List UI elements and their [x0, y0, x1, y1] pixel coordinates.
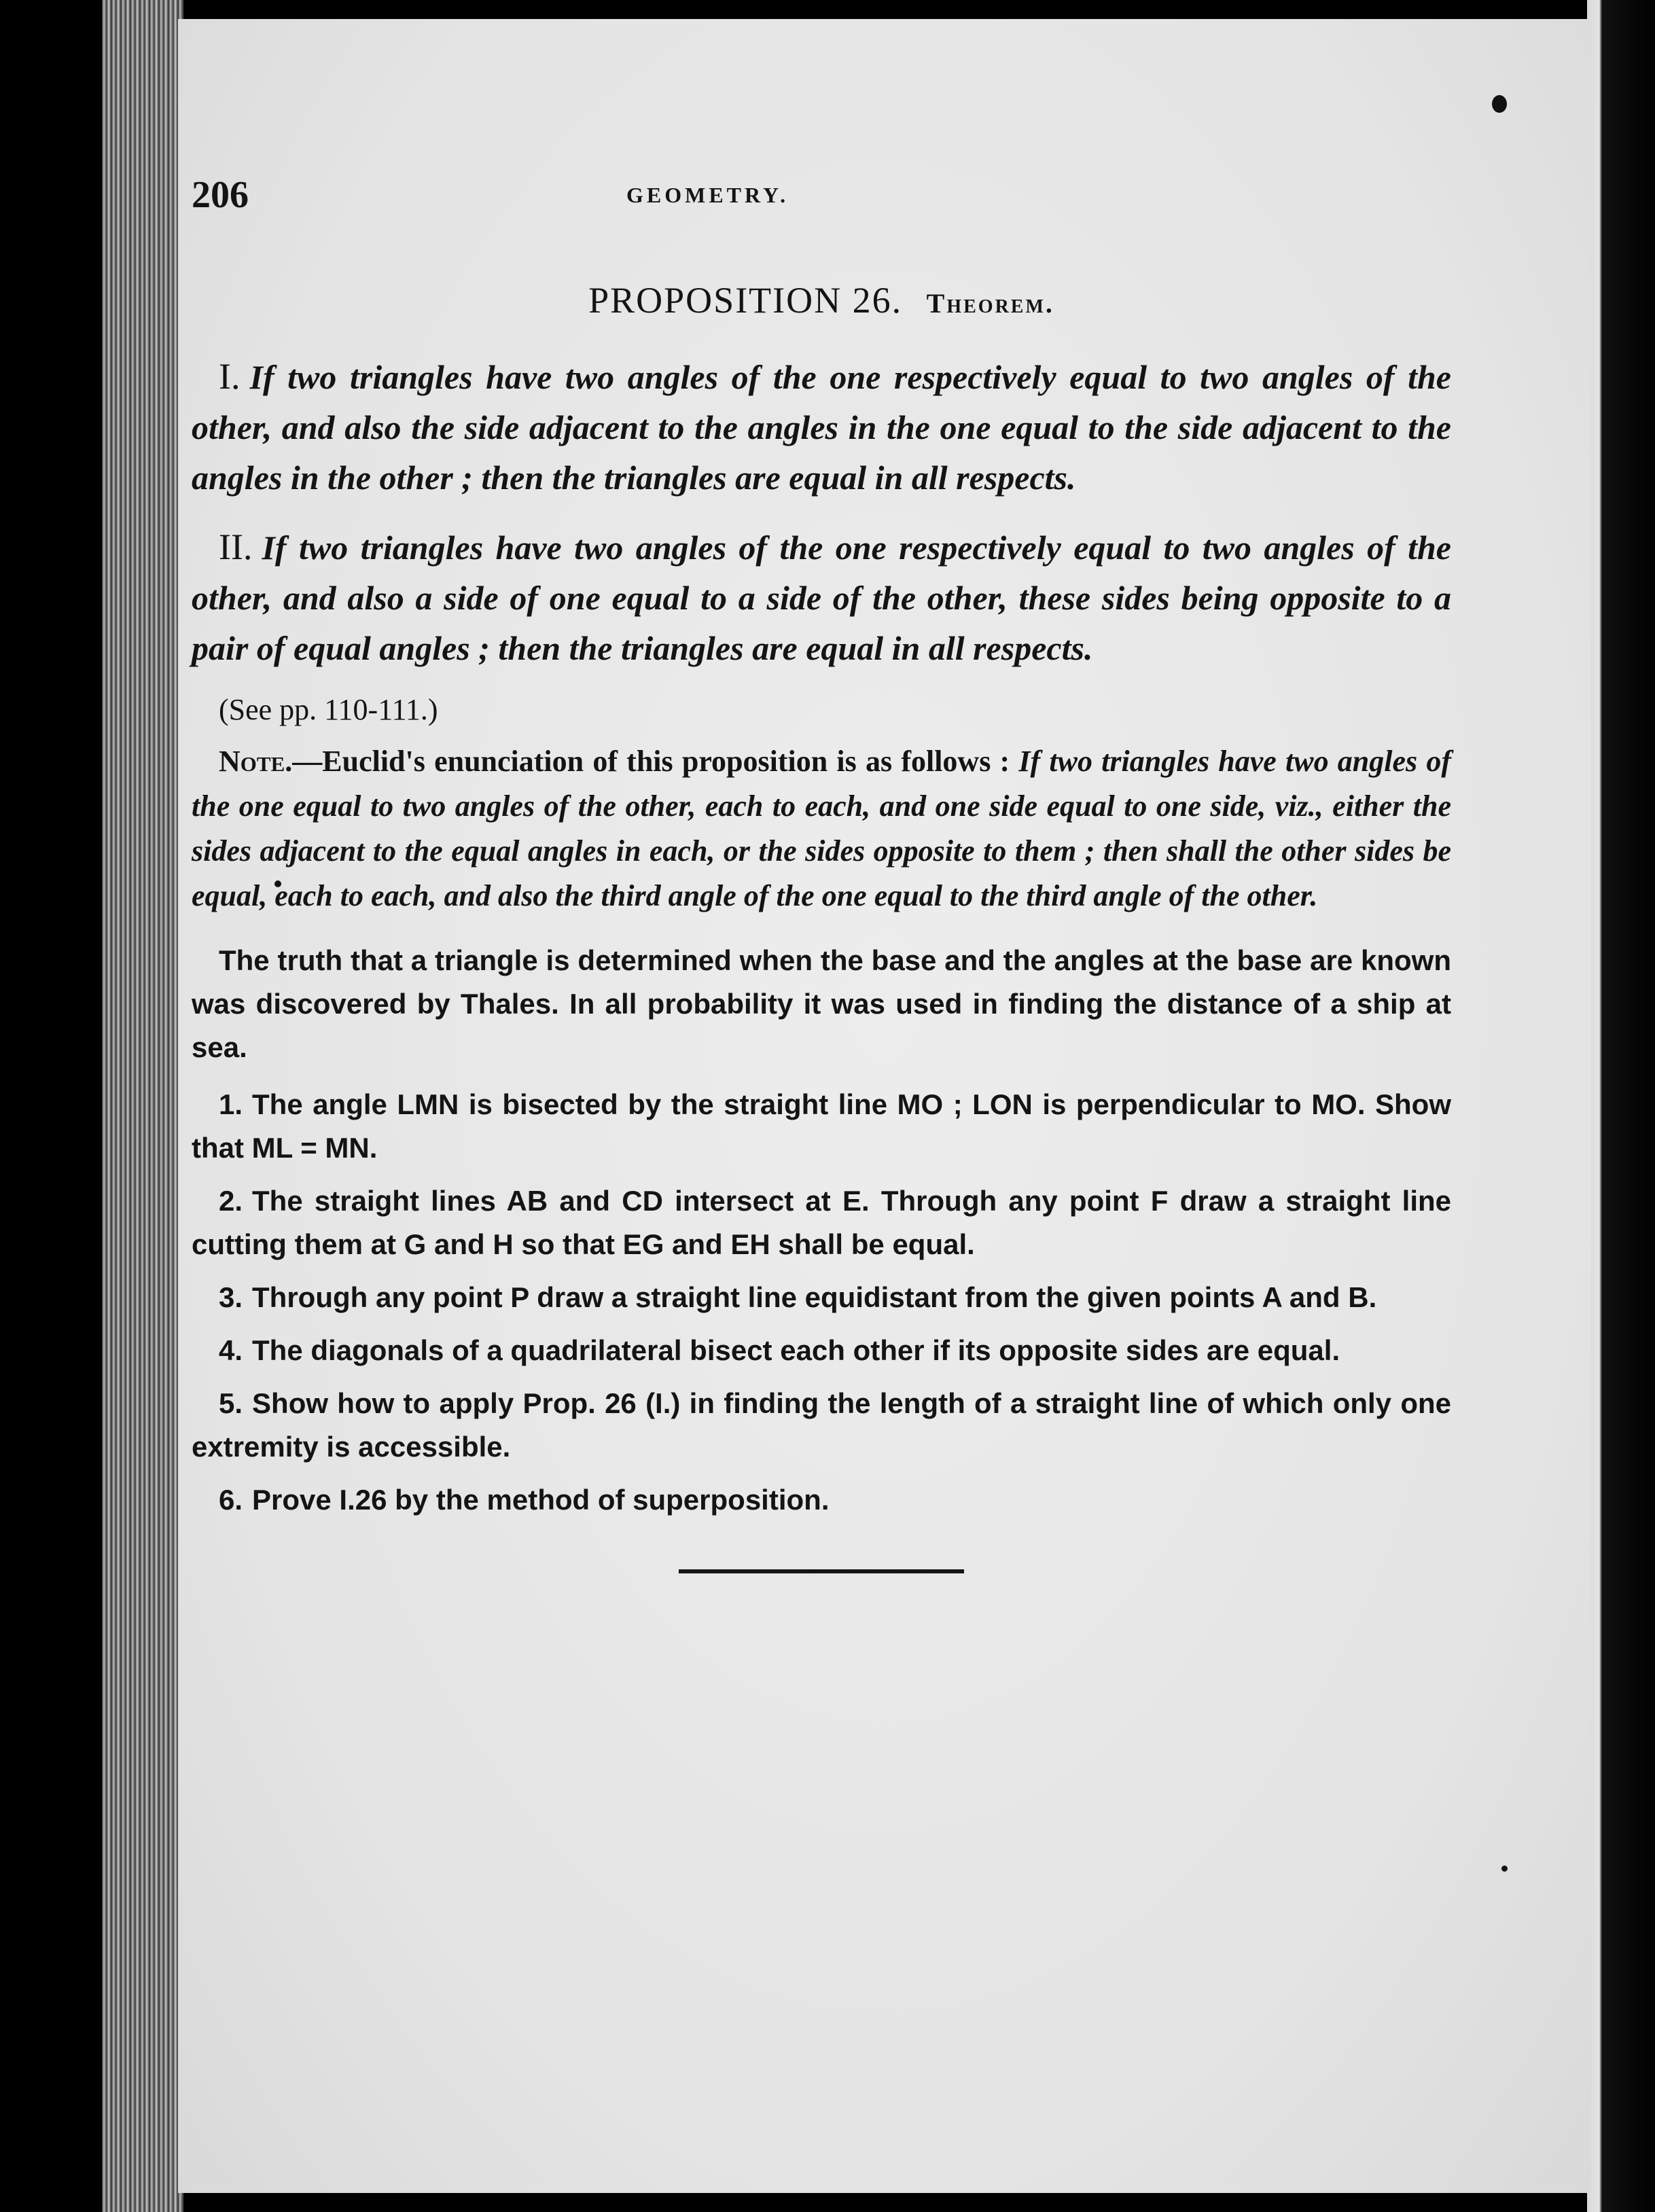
exercise-text: The angle LMN is bisected by the straight line MO ; LON is perpendicular to MO. Show that ML = MN.	[192, 1088, 1451, 1164]
euclid-enunciation: If two triangles have two angles of the one equal to two angles of the other, each to each, and one side equal to one side, viz., either the sides adjacent to the equal angles in each, or the sides opposite to them ; then shall the other sides be equal, each to each, and also the third angle of the one equal to the third angle of the other.	[192, 745, 1451, 912]
proposition-number: PROPOSITION 26.	[588, 280, 903, 321]
exercise-text: Through any point P draw a straight line equidistant from the given points A and B.	[252, 1281, 1377, 1313]
running-head	[192, 173, 1451, 221]
exercise-list	[192, 1083, 1451, 1522]
section-end-rule	[679, 1569, 964, 1573]
exercise-item	[192, 1083, 1451, 1170]
running-title: GEOMETRY.	[626, 183, 789, 207]
exercise-item	[192, 1179, 1451, 1266]
exercise-text: Show how to apply Prop. 26 (I.) in finding the length of a straight line of which only one extremity is accessible.	[192, 1387, 1451, 1463]
exercise-text: Prove I.26 by the method of superposition.	[252, 1484, 830, 1516]
exercise-text: The straight lines AB and CD intersect at E. Through any point F draw a straight line cutting them at G and H so that EG and EH shall be equal.	[192, 1185, 1451, 1260]
exercise-item	[192, 1276, 1451, 1319]
enunciation-numeral: II.	[219, 527, 253, 567]
exercise-number: 1.	[219, 1088, 243, 1120]
enunciation-part-one	[192, 351, 1451, 503]
exercise-number: 5.	[219, 1387, 243, 1419]
enunciation-numeral: I.	[219, 356, 241, 397]
page-reference: (See pp. 110-111.)	[219, 693, 438, 726]
exercise-number: 2.	[219, 1185, 243, 1217]
exercise-item	[192, 1478, 1451, 1522]
proposition-kind: Theorem.	[926, 288, 1054, 319]
stacked-page-edges	[102, 0, 183, 2212]
exercise-number: 4.	[219, 1334, 243, 1366]
page-number: 206	[192, 174, 249, 216]
ink-speck	[1501, 1866, 1508, 1872]
enunciation-part-two	[192, 522, 1451, 673]
historical-remark: The truth that a triangle is determined when the base and the angles at the base are known was discovered by Thales. In all probability it was used in finding the distance of a ship at sea.	[192, 944, 1451, 1063]
facing-page-edge	[1587, 0, 1655, 2212]
enunciation-text: If two triangles have two angles of the one respectively equal to two angles of the other, and also the side adjacent to the angles in the one equal to the side adjacent to the angles in the other ; then the triangles are equal in all respects.	[192, 358, 1451, 497]
note-intro: —Euclid's enunciation of this proposition is as follows :	[292, 745, 1019, 778]
note-paragraph	[192, 739, 1451, 918]
exercise-number: 6.	[219, 1484, 243, 1516]
exercise-item	[192, 1382, 1451, 1469]
page-content	[192, 173, 1451, 1573]
ink-speck	[1492, 95, 1507, 113]
exercise-item	[192, 1329, 1451, 1372]
note-lead: Note.	[219, 745, 293, 778]
enunciation-text: If two triangles have two angles of the one respectively equal to two angles of the other, and also a side of one equal to a side of the other, these sides being opposite to a pair of equal angles ; then the triangles are equal in all respects.	[192, 529, 1451, 667]
exercise-text: The diagonals of a quadrilateral bisect each other if its opposite sides are equal.	[252, 1334, 1340, 1366]
exercise-number: 3.	[219, 1281, 243, 1313]
proposition-heading	[192, 279, 1451, 321]
